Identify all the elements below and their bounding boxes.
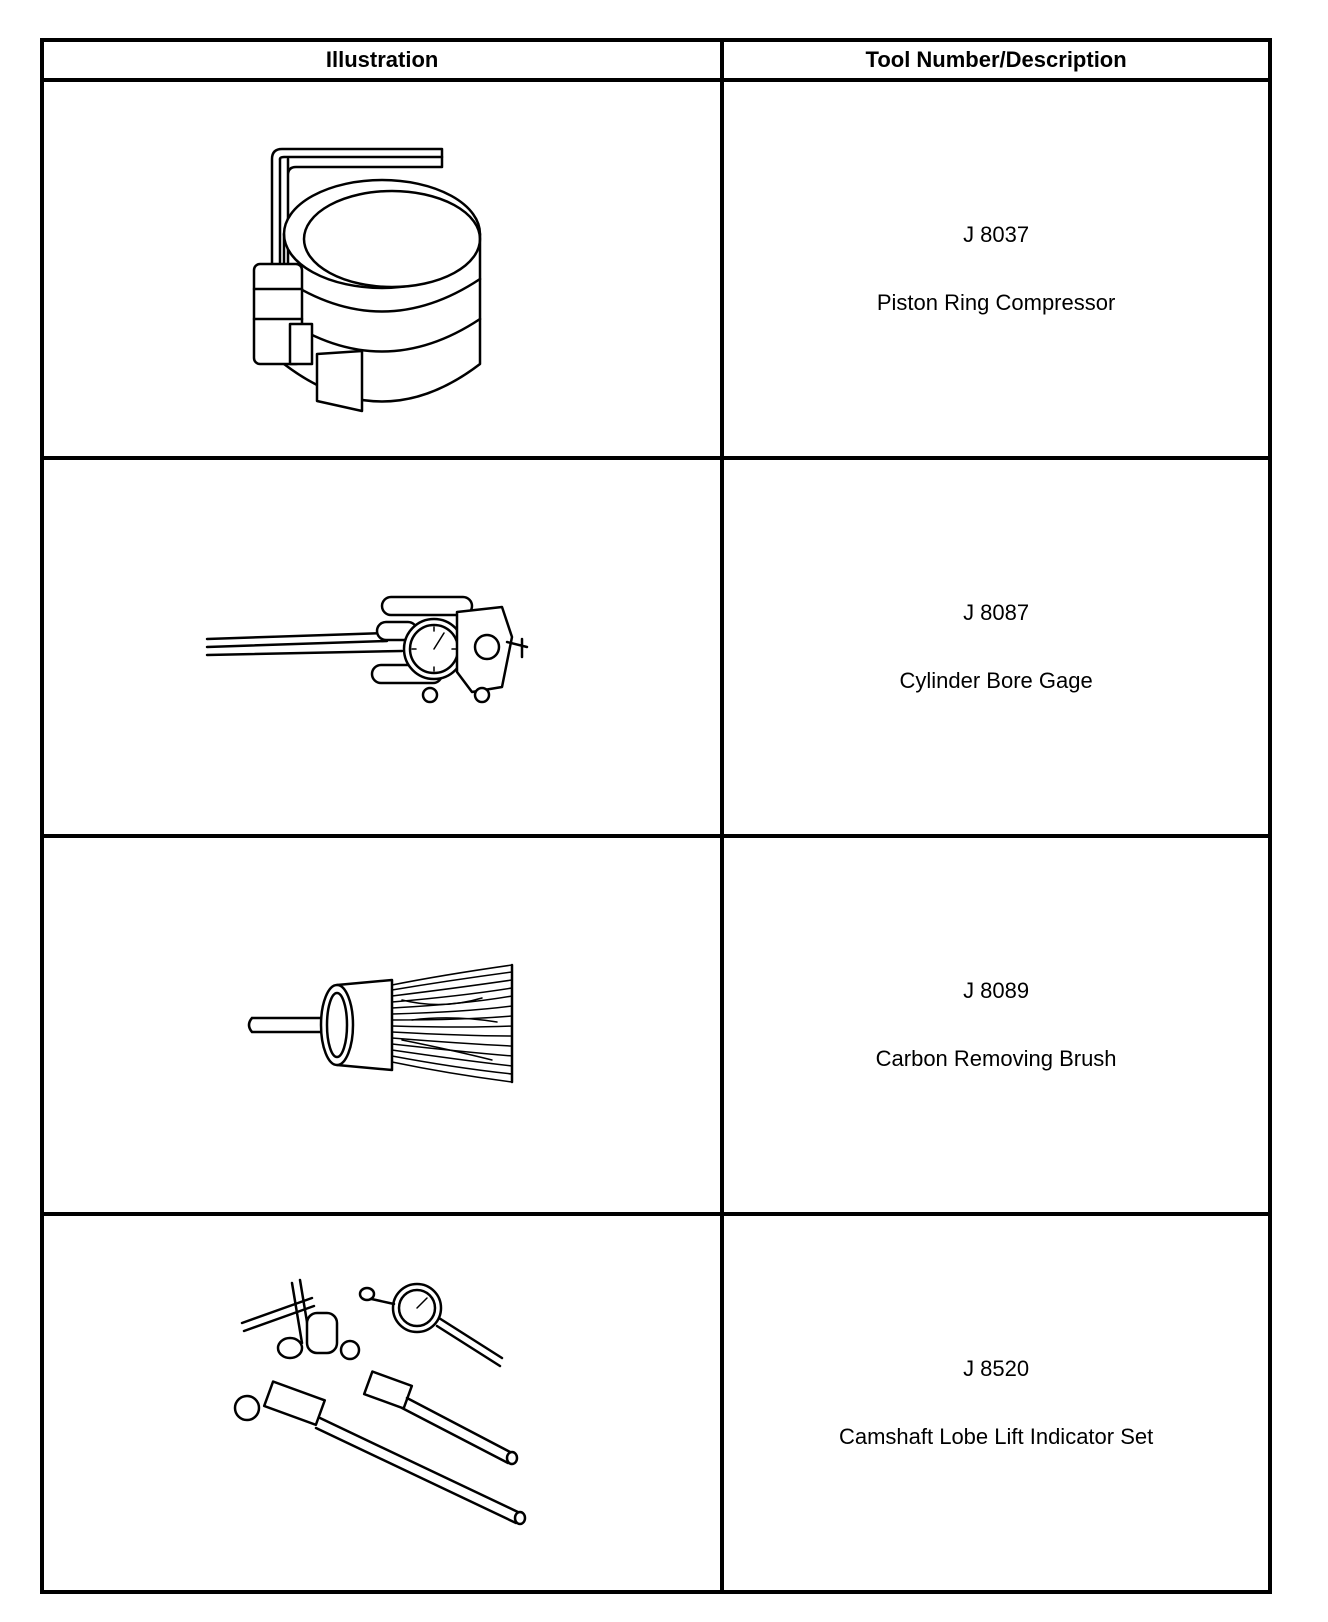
camshaft-lobe-lift-indicator-icon [232,1268,532,1538]
cylinder-bore-gage-icon [202,577,562,717]
tool-description: Cylinder Bore Gage [899,668,1093,693]
table-row [42,836,1270,1214]
piston-ring-compressor-icon [232,119,532,419]
description-cell [722,458,1270,836]
header-illustration: Illustration [42,40,722,80]
description-cell [722,1214,1270,1592]
tool-description: Camshaft Lobe Lift Indicator Set [838,1424,1154,1449]
illustration-cell [42,80,722,458]
description-cell [722,836,1270,1214]
tool-number: J 8037 [963,222,1030,247]
tool-number: J 8520 [963,1356,1030,1381]
description-cell [722,80,1270,458]
tool-description: Carbon Removing Brush [875,1046,1117,1071]
table-row [42,80,1270,458]
tool-description: Piston Ring Compressor [876,290,1116,315]
table-header-row [42,40,1270,80]
tool-number: J 8087 [963,600,1030,625]
table-row [42,1214,1270,1592]
tool-table [40,38,1272,1594]
header-tool-number-description: Tool Number/Description [722,40,1270,80]
illustration-cell [42,836,722,1214]
illustration-cell [42,458,722,836]
carbon-removing-brush-icon [242,960,522,1090]
table-row [42,458,1270,836]
tool-number: J 8089 [963,978,1030,1003]
illustration-cell [42,1214,722,1592]
